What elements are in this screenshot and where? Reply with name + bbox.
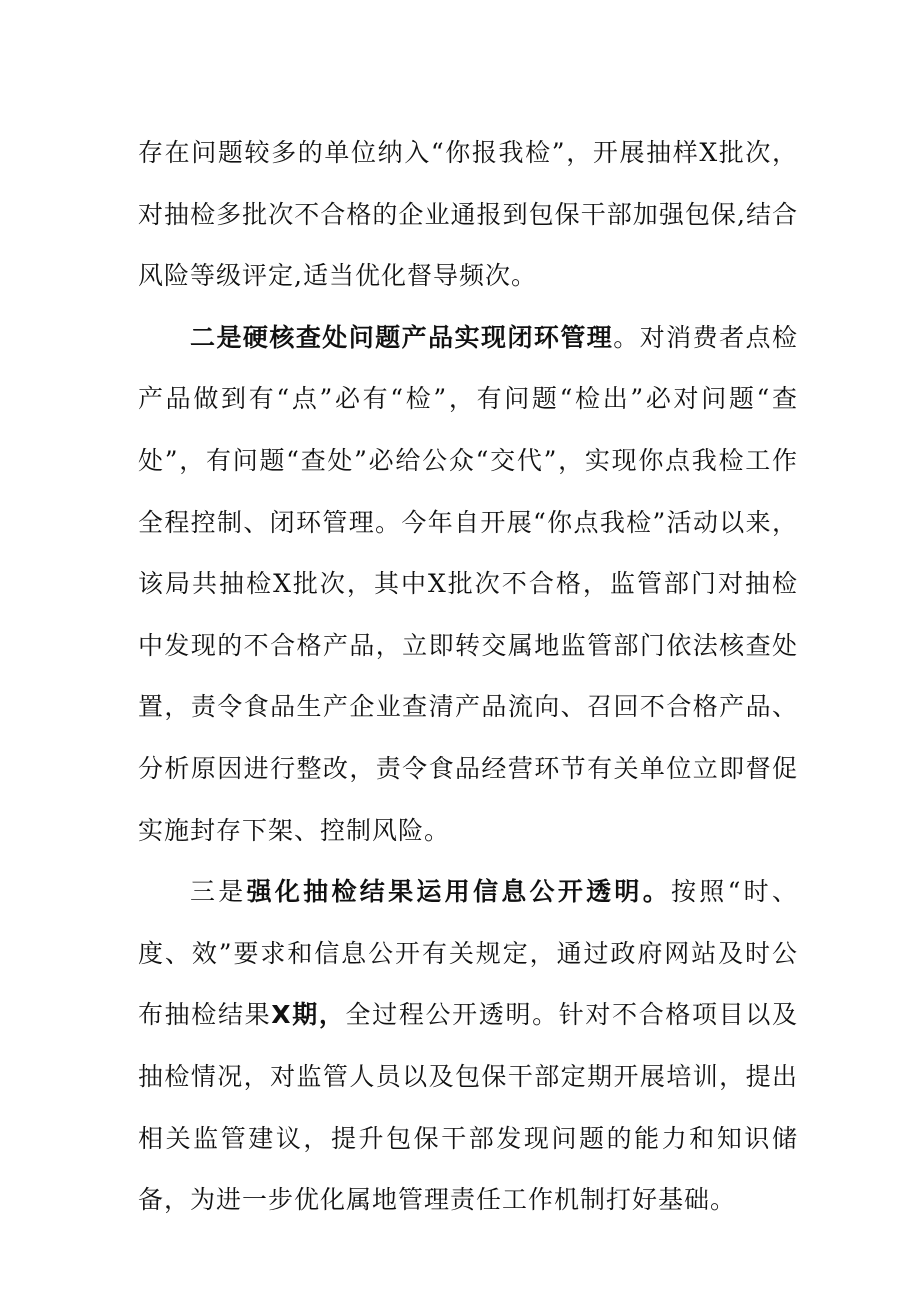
paragraph-3 <box>138 861 798 1231</box>
paragraph-2-text: 。对消费者点检产品做到有“点”必有“检”，有问题“检出”必对问题“查处”，有问题“查处”必给公众“交代”，实现你点我检工作全程控制、闭环管理。今年自开展“你点我检”活动以来，该局共抽检X批次，其中X批次不合格，监管部门对抽检中发现的不合格产品，立即转交属地监管部门依法核查处置，责令食品生产企业查清产品流向、召回不合格产品、分析原因进行整改，责令食品经营环节有关单位立即督促实施封存下架、控制风险。 <box>138 322 798 845</box>
paragraph-1-text: 存在问题较多的单位纳入“你报我检”，开展抽样X批次，对抽检多批次不合格的企业通报到包保干部加强包保,结合风险等级评定,适当优化督导频次。 <box>138 138 798 291</box>
paragraph-2-heading: 二是硬核查处问题产品实现闭环管理 <box>190 322 614 352</box>
paragraph-3-text-2: 全过程公开透明。针对不合格项目以及抽检情况，对监管人员以及包保干部定期开展培训，提出相关监管建议，提升包保干部发现问题的能力和知识储备，为进一步优化属地管理责任工作机制打好基础。 <box>138 1000 798 1215</box>
paragraph-3-bold-count: X期， <box>271 1000 346 1030</box>
document-body <box>138 122 798 1231</box>
paragraph-1 <box>138 122 798 307</box>
paragraph-2 <box>138 307 798 861</box>
paragraph-3-prefix: 三是 <box>190 877 247 907</box>
paragraph-3-heading: 强化抽检结果运用信息公开透明。 <box>246 877 672 907</box>
paragraph-3-text-1: 按照“时、度、效”要求和信息公开有关规定，通过政府网站及时公布抽检结果 <box>138 877 798 1030</box>
